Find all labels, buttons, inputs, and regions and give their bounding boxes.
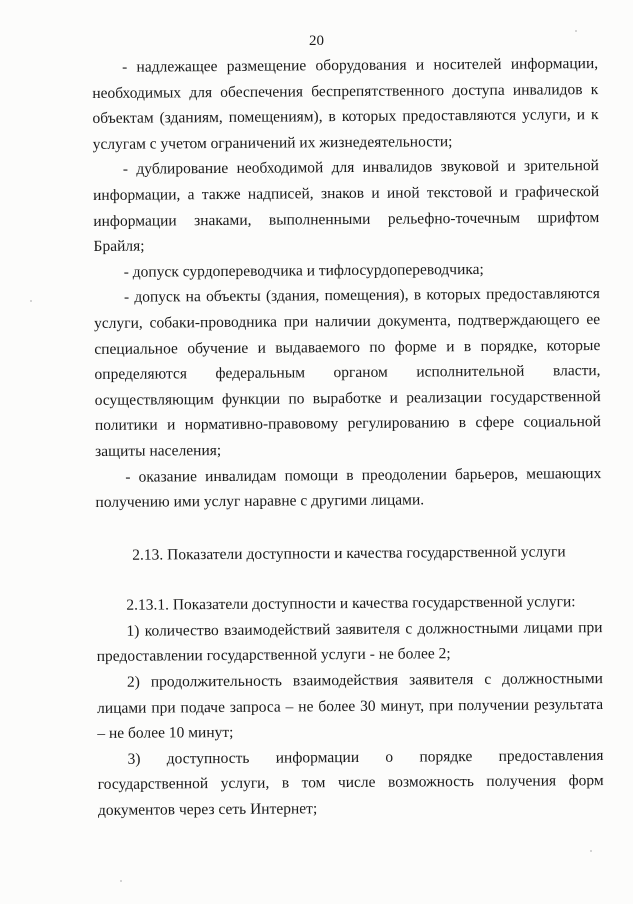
page-number: 20 [309,33,324,49]
paragraph-sign-interpreter: - допуск сурдопереводчика и тифлосурдопереводчика; [123,260,484,281]
scan-speck [120,880,122,882]
paragraph-indicators-intro: 2.13.1. Показатели доступности и качества государственной услуги: [126,593,576,615]
section-heading: 2.13. Показатели доступности и качества государственной услуги [132,542,566,564]
paragraph-indicator-1: 1) количество взаимодействий заявителя с должностными лицами при предоставлении государственной услуги - не более 2; [96,618,603,666]
paragraph-guide-dog: - допуск на объекты (здания, помещения), в которых предоставляются услуги, собаки-проводника при наличии документа, подтверждающего ее специальное обучение и выдаваемого по форме и в порядке, которые определяются федеральным органом исполнительной власти, осуществляющим функции по выработке и реализации государственной политики и нормативно-правовому регулированию в сфере социальной защиты населения; [94,285,601,460]
paragraph-indicator-3: 3) доступность информации о порядке предоставления государственной услуги, в том числе возможность получения форм документов через сеть Интернет; [97,746,604,820]
document-body [92,51,604,824]
paragraph-indicator-2: 2) продолжительность взаимодействия заявителя с должностными лицами при подаче запроса – не более 30 минут, при получении результата – не более 10 минут; [97,670,604,743]
scan-speck [575,30,577,32]
paragraph-barrier-assistance: - оказание инвалидам помощи в преодолении барьеров, мешающих получению ими услуг наравне с другими лицами. [95,464,602,512]
paragraph-braille-duplication: - дублирование необходимой для инвалидов звуковой и зрительной информации, а также надписей, знаков и иной текстовой и графической информации знаками, выполненными рельефно-точечным шрифтом Брайля; [93,157,600,256]
scan-speck [590,850,592,852]
paragraph-equipment-placement: - надлежащее размещение оборудования и носителей информации, необходимых для обеспечения беспрепятственного доступа инвалидов к объектам (зданиям, помещениям), в которых предоставляются услуги, и к услугам с учетом ограничений их жизнедеятельности; [92,55,599,153]
scan-speck [30,300,32,302]
